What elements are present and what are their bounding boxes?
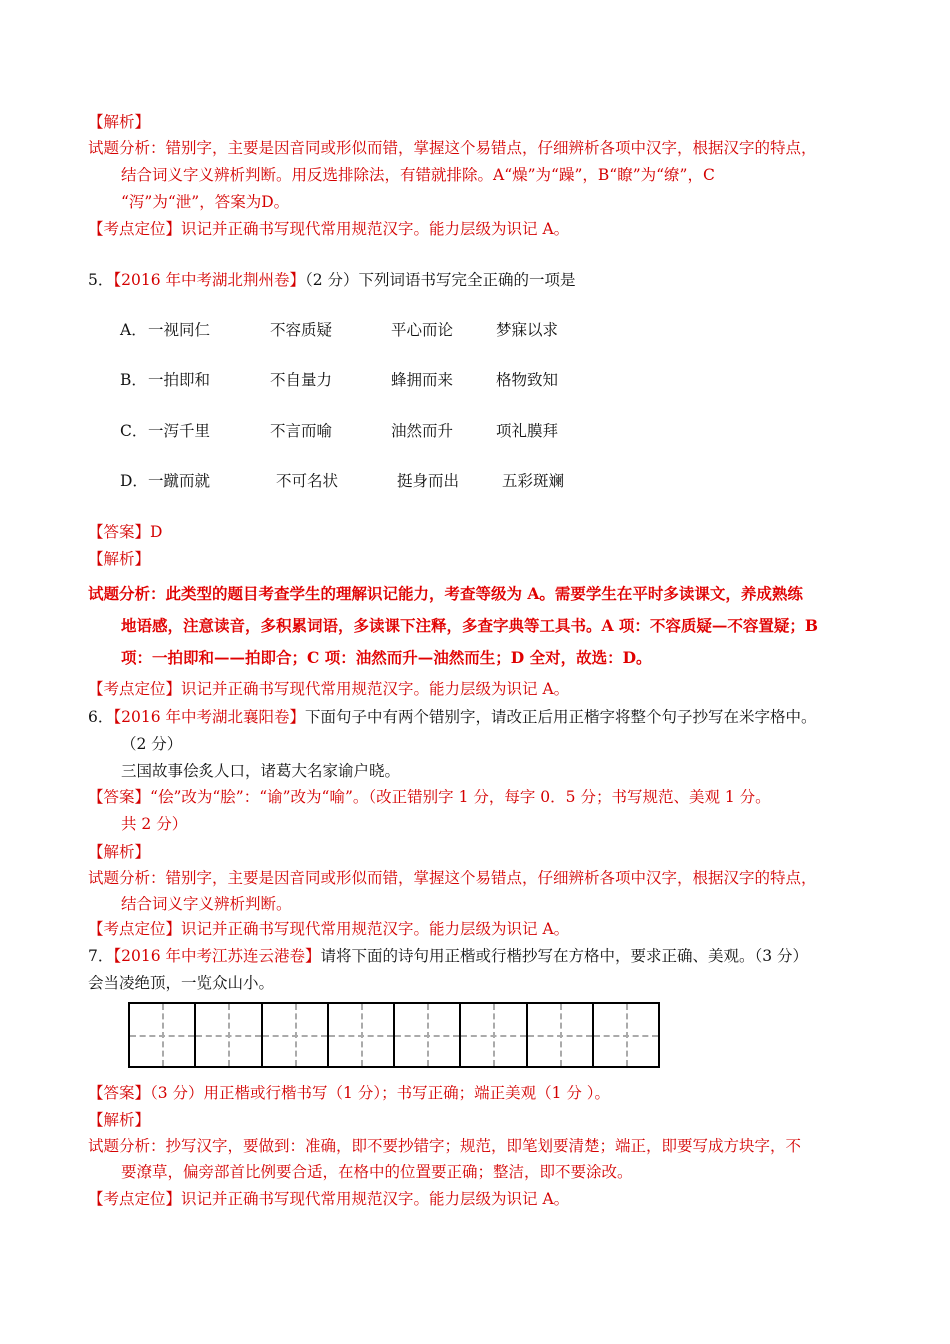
q6-stem-line-2: （2 分） bbox=[121, 735, 183, 753]
q5-option-label: B． bbox=[120, 371, 147, 389]
q5-number: 5． bbox=[88, 271, 114, 289]
grid-cell[interactable] bbox=[528, 1004, 594, 1066]
q7-poem: 会当凌绝顶，一览众山小。 bbox=[88, 974, 275, 992]
q5-stem bbox=[88, 269, 880, 291]
q5-option-word: 项礼膜拜 bbox=[496, 422, 559, 440]
q4-kaodian-text: 识记并正确书写现代常用规范汉字。能力层级为识记 A。 bbox=[181, 220, 570, 238]
q5-analysis-line-2: 地语感，注意读音，多积累词语，多读课下注释，多查字典等工具书。A 项：不容质疑—不容置疑；B bbox=[121, 616, 819, 635]
q5-option-word: 五彩斑斓 bbox=[502, 472, 565, 490]
grid-cell[interactable] bbox=[329, 1004, 395, 1066]
q5-option-word: 一拍即和 bbox=[148, 371, 211, 389]
grid-cell[interactable] bbox=[461, 1004, 527, 1066]
q7-analysis-line-2: 要潦草，偏旁部首比例要合适，在格中的位置要正确；整洁，即不要涂改。 bbox=[121, 1163, 633, 1181]
q5-kaodian bbox=[88, 678, 880, 700]
q5-answer-tag: 【答案】 bbox=[88, 523, 151, 541]
q7-number: 7． bbox=[88, 947, 114, 965]
q5-option-word: 挺身而出 bbox=[397, 472, 460, 490]
q5-option-word: 油然而升 bbox=[391, 422, 454, 440]
grid-cell[interactable] bbox=[263, 1004, 329, 1066]
q6-answer-line-1: “侩”改为“脍”：“谕”改为“喻”。（改正错别字 1 分，每字 0．5 分；书写规范、美观 1 分。 bbox=[150, 788, 771, 806]
q7-answer-tag: 【答案】 bbox=[88, 1084, 151, 1102]
q5-stem-text: （2 分）下列词语书写完全正确的一项是 bbox=[305, 271, 576, 289]
q5-option-label: C． bbox=[120, 422, 148, 440]
q5-kaodian-tag: 【考点定位】 bbox=[88, 680, 182, 698]
q6-stem-text: 下面句子中有两个错别字，请改正后用正楷字将整个句子抄写在米字格中。 bbox=[305, 708, 817, 726]
q4-analysis-tag: 【解析】 bbox=[88, 113, 151, 131]
q6-kaodian-tag: 【考点定位】 bbox=[88, 920, 182, 938]
q5-option-label: A． bbox=[120, 321, 147, 339]
grid-cell[interactable] bbox=[594, 1004, 658, 1066]
grid-cell[interactable] bbox=[196, 1004, 262, 1066]
q5-analysis-line-3: 项：一拍即和——拍即合；C 项：油然而升—油然而生；D 全对，故选：D。 bbox=[121, 648, 652, 667]
q5-option-word: 梦寐以求 bbox=[496, 321, 559, 339]
q7-stem bbox=[88, 945, 880, 967]
q5-analysis-tag: 【解析】 bbox=[88, 550, 151, 568]
grid-cell[interactable] bbox=[395, 1004, 461, 1066]
q5-option-word: 不言而喻 bbox=[270, 422, 333, 440]
q6-answer-line-2: 共 2 分） bbox=[121, 815, 188, 833]
q7-kaodian bbox=[88, 1188, 880, 1210]
q5-option-word: 不自量力 bbox=[270, 371, 333, 389]
q5-answer-value: D bbox=[150, 523, 163, 541]
q4-kaodian bbox=[88, 218, 880, 240]
q5-source: 【2016 年中考湖北荆州卷】 bbox=[113, 271, 305, 289]
q5-option-word: 一泻千里 bbox=[148, 422, 211, 440]
q7-answer-text: （3 分）用正楷或行楷书写（1 分）；书写正确；端正美观（1 分 ）。 bbox=[150, 1084, 611, 1102]
q6-kaodian-text: 识记并正确书写现代常用规范汉字。能力层级为识记 A。 bbox=[181, 920, 570, 938]
q6-analysis-line-1: 试题分析：错别字，主要是因音同或形似而错，掌握这个易错点，仔细辨析各项中汉字，根据汉字的特点， bbox=[88, 869, 817, 887]
q4-analysis-line-3: “泻”为“泄”，答案为D。 bbox=[121, 193, 290, 211]
q6-analysis-tag: 【解析】 bbox=[88, 843, 151, 861]
q6-stem bbox=[88, 706, 880, 728]
q6-number: 6． bbox=[88, 708, 114, 726]
q7-source: 【2016 年中考江苏连云港卷】 bbox=[113, 947, 321, 965]
q5-option-word: 一蹴而就 bbox=[148, 472, 211, 490]
q4-kaodian-tag: 【考点定位】 bbox=[88, 220, 182, 238]
q7-kaodian-text: 识记并正确书写现代常用规范汉字。能力层级为识记 A。 bbox=[181, 1190, 570, 1208]
q5-option-word: 平心而论 bbox=[391, 321, 454, 339]
q5-analysis-line-1: 试题分析：此类型的题目考查学生的理解识记能力，考查等级为 A。需要学生在平时多读课文，养成熟练 bbox=[88, 584, 803, 603]
q7-kaodian-tag: 【考点定位】 bbox=[88, 1190, 182, 1208]
q5-answer bbox=[88, 521, 880, 543]
q5-option-word: 格物致知 bbox=[496, 371, 559, 389]
q6-answer bbox=[88, 786, 880, 808]
q7-analysis-line-1: 试题分析：抄写汉字，要做到：准确，即不要抄错字；规范，即笔划要清楚；端正，即要写成方块字，不 bbox=[88, 1137, 802, 1155]
grid-cell[interactable] bbox=[130, 1004, 196, 1066]
q6-source: 【2016 年中考湖北襄阳卷】 bbox=[113, 708, 305, 726]
q4-analysis-line-2: 结合词义字义辨析判断。用反选排除法，有错就排除。A“燥”为“躁”，B“瞭”为“缭”，C bbox=[121, 166, 715, 184]
q6-answer-tag: 【答案】 bbox=[88, 788, 151, 806]
q7-stem-text: 请将下面的诗句用正楷或行楷抄写在方格中，要求正确、美观。（3 分） bbox=[320, 947, 809, 965]
q7-answer bbox=[88, 1082, 880, 1104]
q6-sentence: 三国故事侩炙人口，诸葛大名家谕户晓。 bbox=[121, 762, 401, 780]
q5-option-word: 不容质疑 bbox=[270, 321, 333, 339]
q5-option-word: 不可名状 bbox=[276, 472, 339, 490]
q7-analysis-tag: 【解析】 bbox=[88, 1111, 151, 1129]
writing-grid bbox=[128, 1002, 660, 1068]
q5-option-label: D． bbox=[120, 472, 148, 490]
q5-option-word: 蜂拥而来 bbox=[391, 371, 454, 389]
q5-option-word: 一视同仁 bbox=[148, 321, 211, 339]
q6-kaodian bbox=[88, 918, 880, 940]
q5-kaodian-text: 识记并正确书写现代常用规范汉字。能力层级为识记 A。 bbox=[181, 680, 570, 698]
q4-analysis-line-1: 试题分析：错别字，主要是因音同或形似而错，掌握这个易错点，仔细辨析各项中汉字，根据汉字的特点， bbox=[88, 139, 817, 157]
q6-analysis-line-2: 结合词义字义辨析判断。 bbox=[121, 895, 292, 913]
